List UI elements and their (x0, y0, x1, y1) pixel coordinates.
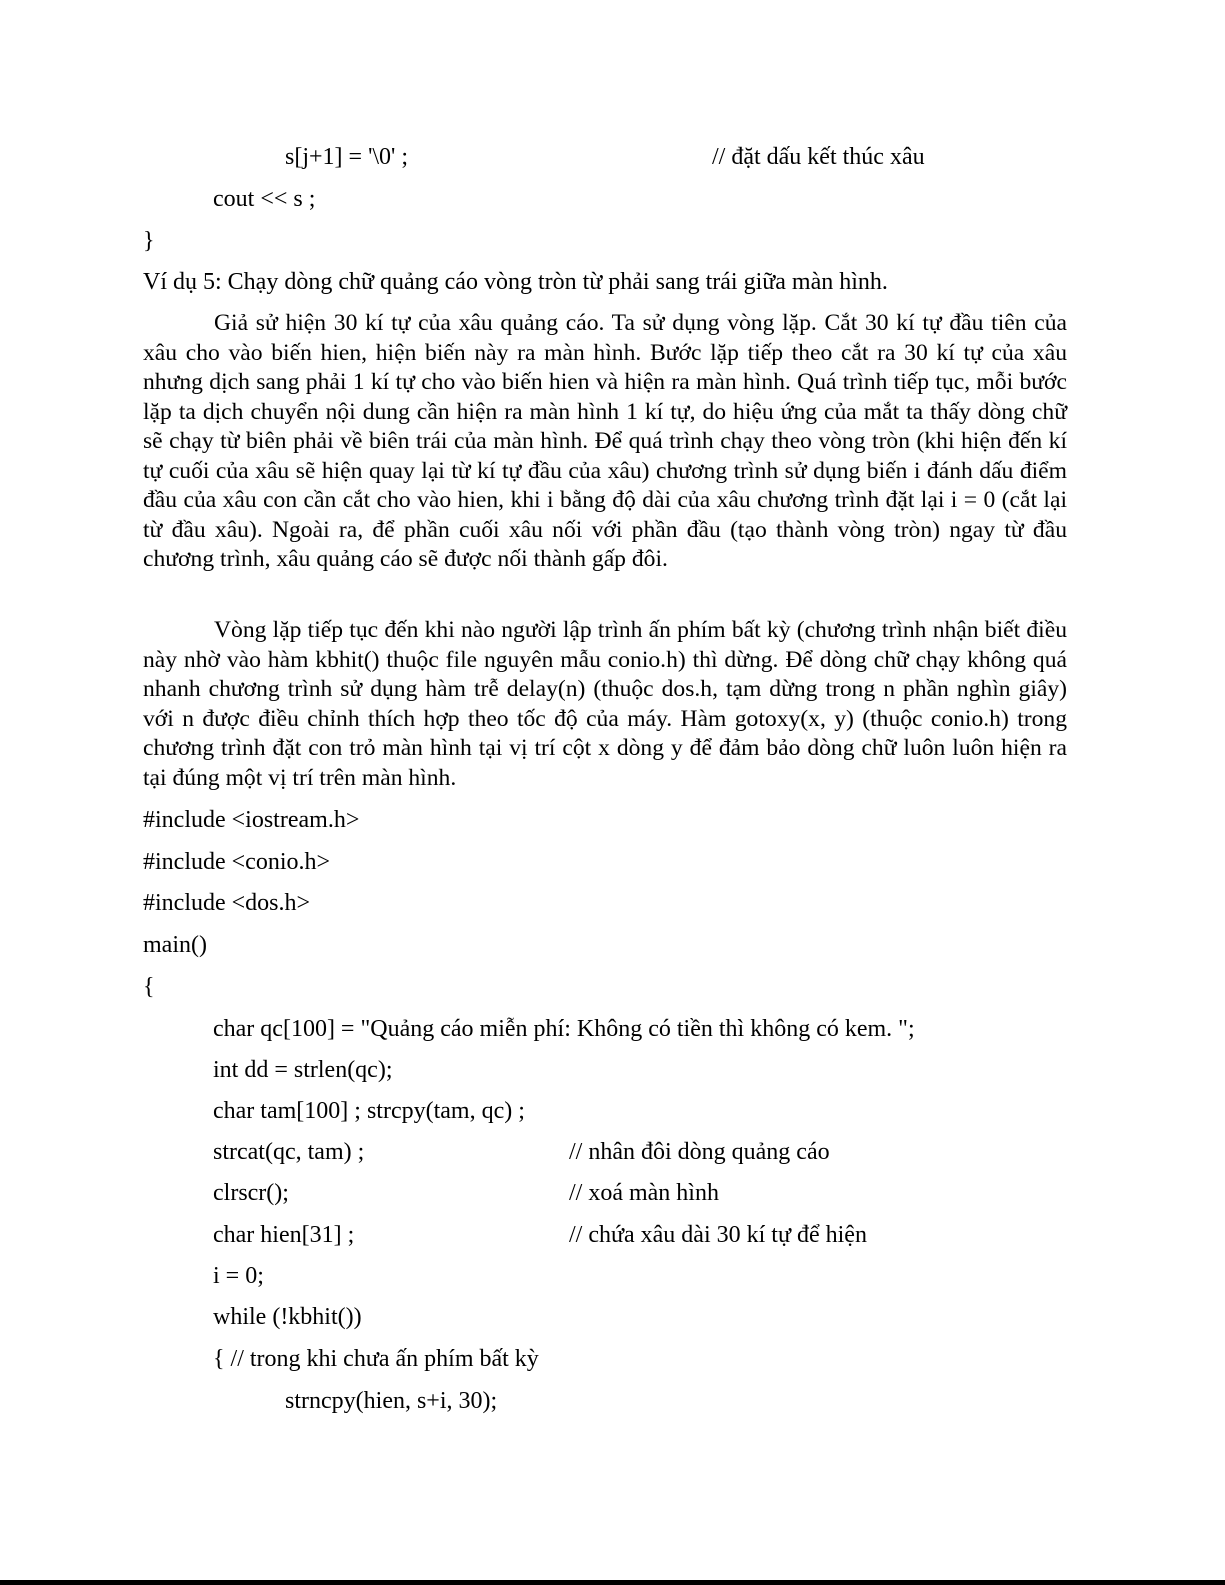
code-strcat-comment: // nhân đôi dòng quảng cáo (569, 1139, 830, 1165)
code-clrscr-comment: // xoá màn hình (569, 1180, 719, 1206)
code-comment-1: // đặt dấu kết thúc xâu (712, 144, 925, 170)
paragraph-2 (143, 616, 1067, 793)
code-char-qc: char qc[100] = "Quảng cáo miễn phí: Không có tiền thì không có kem. "; (213, 1016, 915, 1042)
code-clrscr: clrscr(); (213, 1180, 289, 1206)
code-strncpy: strncpy(hien, s+i, 30); (285, 1388, 498, 1414)
paragraph-2-text: Vòng lặp tiếp tục đến khi nào người lập trình ấn phím bất kỳ (chương trình nhận biết điều này nhờ vào hàm kbhit() thuộc file nguyên mẫu conio.h) thì dừng. Để dòng chữ chạy không quá nhanh chương trình sử dụng hàm trễ delay(n) (thuộc dos.h, tạm dừng trong n phần nghìn giây) với n được điều chỉnh thích hợp theo tốc độ của máy. Hàm gotoxy(x, y) (thuộc conio.h) trong chương trình đặt con trỏ màn hình tại vị trí cột x dòng y để đảm bảo dòng chữ luôn luôn hiện ra tại đúng một vị trí trên màn hình. (143, 617, 1067, 791)
code-int-dd: int dd = strlen(qc); (213, 1057, 393, 1083)
code-line-2: cout << s ; (213, 186, 316, 212)
code-char-hien-comment: // chứa xâu dài 30 kí tự để hiện (569, 1222, 867, 1248)
code-include-conio: #include <conio.h> (143, 849, 331, 875)
code-line-3: } (143, 228, 155, 254)
code-char-hien: char hien[31] ; (213, 1222, 355, 1248)
paragraph-1 (143, 309, 1067, 575)
code-main: main() (143, 932, 207, 958)
code-include-dos: #include <dos.h> (143, 890, 311, 916)
example-heading: Ví dụ 5: Chạy dòng chữ quảng cáo vòng tròn từ phải sang trái giữa màn hình. (143, 269, 888, 295)
code-i-assign: i = 0; (213, 1263, 264, 1289)
code-strcat: strcat(qc, tam) ; (213, 1139, 365, 1165)
code-char-tam: char tam[100] ; strcpy(tam, qc) ; (213, 1098, 525, 1124)
code-while: while (!kbhit()) (213, 1304, 362, 1330)
code-open-brace: { (143, 974, 155, 1000)
page-bottom-edge (0, 1580, 1225, 1585)
paragraph-1-text: Giả sử hiện 30 kí tự của xâu quảng cáo. Ta sử dụng vòng lặp. Cắt 30 kí tự đầu tiên của xâu cho vào biến hien, hiện biến này ra màn hình. Bước lặp tiếp theo cắt ra 30 kí tự của xâu nhưng dịch sang phải 1 kí tự cho vào biến hien và hiện ra màn hình. Quá trình tiếp tục, mỗi bước lặp ta dịch chuyển nội dung cần hiện ra màn hình 1 kí tự, do hiệu ứng của mắt ta thấy dòng chữ sẽ chạy từ biên phải về biên trái của màn hình. Để quá trình chạy theo vòng tròn (khi hiện đến kí tự cuối của xâu sẽ hiện quay lại từ kí tự đầu của xâu) chương trình sử dụng biến i đánh dấu điểm đầu của xâu con cần cắt cho vào hien, khi i bằng độ dài của xâu chương trình đặt lại i = 0 (cắt lại từ đầu xâu). Ngoài ra, để phần cuối xâu nối với phần đầu (tạo thành vòng tròn) ngay từ đầu chương trình, xâu quảng cáo sẽ được nối thành gấp đôi. (143, 310, 1067, 572)
code-while-brace: { // trong khi chưa ấn phím bất kỳ (213, 1346, 539, 1372)
code-include-iostream: #include <iostream.h> (143, 807, 360, 833)
code-line-1: s[j+1] = '\0' ; (285, 144, 409, 170)
